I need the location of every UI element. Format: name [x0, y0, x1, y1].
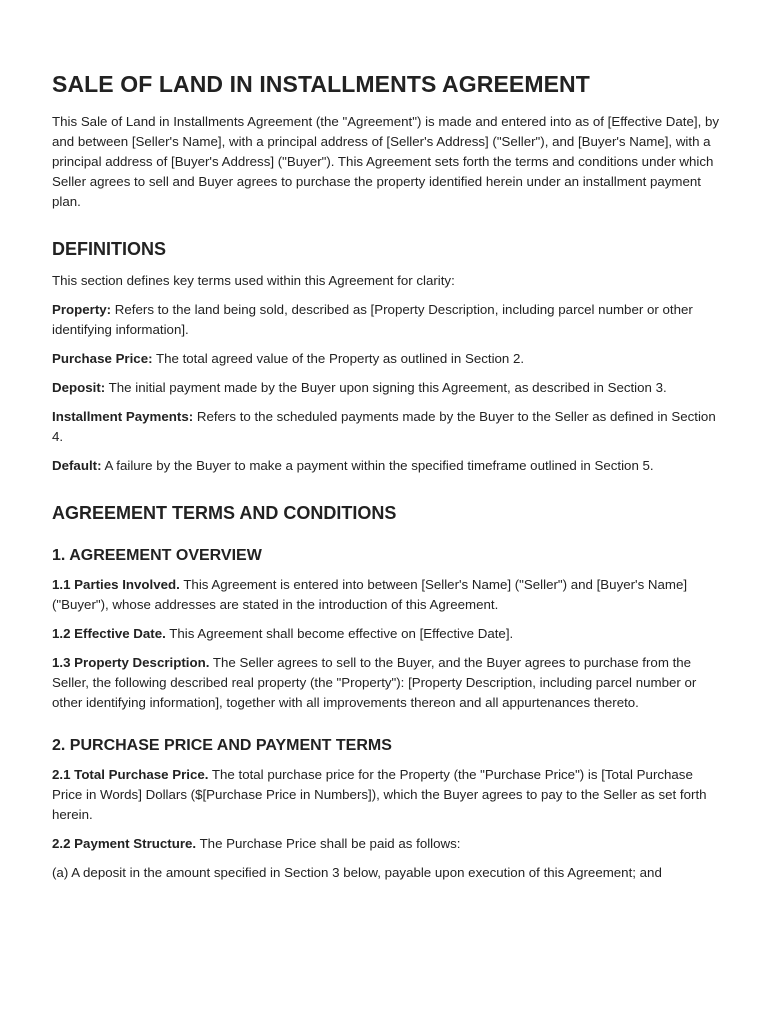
definition-deposit [52, 378, 720, 398]
clause-text: (a) A deposit in the amount specified in Section 3 below, payable upon execution of this Agreement; and [52, 865, 662, 880]
definition-purchase-price [52, 349, 720, 369]
clause-term: 2.2 Payment Structure. [52, 836, 197, 851]
definition-text: The initial payment made by the Buyer upon signing this Agreement, as described in Section 3. [105, 380, 667, 395]
clause-1-2 [52, 624, 720, 644]
definition-term: Purchase Price: [52, 351, 153, 366]
definition-term: Installment Payments: [52, 409, 194, 424]
definitions-heading: DEFINITIONS [52, 239, 167, 259]
clause-text: This Agreement is entered into between [Seller's Name] ("Seller") and [Buyer's Name] ("Buyer"), whose addresses are stated in the introduction of this Agreement. [52, 577, 688, 612]
document-title: SALE OF LAND IN INSTALLMENTS AGREEMENT [52, 71, 590, 97]
definition-term: Deposit: [52, 380, 106, 395]
clause-2-2-a [52, 863, 720, 883]
definition-text: Refers to the land being sold, described as [Property Description, including parcel number or other identifying information]. [52, 302, 693, 337]
section-heading-overview: 1. AGREEMENT OVERVIEW [52, 547, 262, 564]
definitions-lead: This section defines key terms used within this Agreement for clarity: [52, 273, 455, 288]
definition-default [52, 456, 720, 476]
clause-term: 1.1 Parties Involved. [52, 577, 180, 592]
definition-text: The total agreed value of the Property as outlined in Section 2. [152, 351, 525, 366]
definition-term: Default: [52, 458, 102, 473]
clause-text: The Purchase Price shall be paid as follows: [196, 836, 461, 851]
clause-1-1 [52, 575, 720, 615]
definition-text: Refers to the scheduled payments made by the Buyer to the Seller as defined in Section 4. [52, 409, 716, 444]
clause-2-1 [52, 765, 720, 825]
clause-term: 1.3 Property Description. [52, 655, 210, 670]
terms-heading: AGREEMENT TERMS AND CONDITIONS [52, 503, 397, 523]
definition-installment-payments [52, 407, 720, 447]
clause-text: This Agreement shall become effective on [Effective Date]. [165, 626, 514, 641]
clause-term: 2.1 Total Purchase Price. [52, 767, 209, 782]
clause-text: The total purchase price for the Property (the "Purchase Price") is [Total Purchase Price in Words] Dollars ($[Purchase Price in Numbers]), which the Buyer agrees to pay to the Seller as set forth herein. [52, 767, 707, 822]
clause-text: The Seller agrees to sell to the Buyer, and the Buyer agrees to purchase from the Seller, the following described real property (the "Property"): [Property Description, including parcel number or other identifying information], together with all improvements thereon and all appurtenances thereto. [52, 655, 697, 710]
definition-property [52, 300, 720, 340]
intro-paragraph: This Sale of Land in Installments Agreement (the "Agreement") is made and entered into as of [Effective Date], by and between [Seller's Name], with a principal address of [Seller's Address] ("Seller"), and [Buyer's Name], with a principal address of [Buyer's Address] ("Buyer"). This Agreement sets forth the terms and conditions under which Seller agrees to sell and Buyer agrees to purchase the property identified herein under an installment payment plan. [52, 114, 720, 209]
clause-2-2 [52, 834, 720, 854]
clause-1-3 [52, 653, 720, 713]
definition-text: A failure by the Buyer to make a payment within the specified timeframe outlined in Section 5. [101, 458, 654, 473]
document-page [52, 66, 720, 892]
section-heading-purchase-price: 2. PURCHASE PRICE AND PAYMENT TERMS [52, 737, 392, 754]
clause-term: 1.2 Effective Date. [52, 626, 166, 641]
definition-term: Property: [52, 302, 112, 317]
